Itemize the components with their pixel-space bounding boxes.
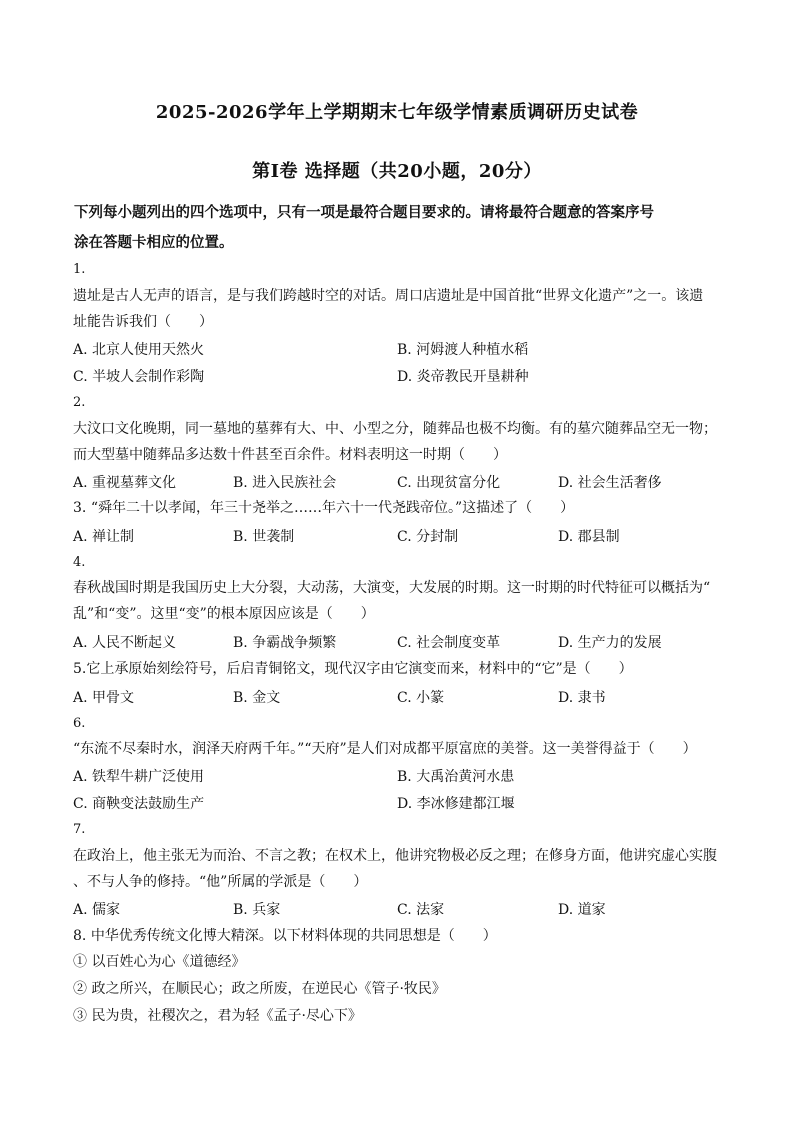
quote-item: ① 以百姓心为心《道德经》: [73, 954, 246, 970]
question-number: 1.: [73, 262, 86, 277]
question-text: [73, 926, 733, 946]
option-c: C. 商鞅变法鼓励生产: [73, 796, 205, 812]
question-text: 乱”和“变”。这里“变”的根本原因应该是（ ）: [73, 606, 375, 622]
option-a: A. 北京人使用天然火: [73, 342, 205, 358]
exam-title: 2025-2026学年上学期期末七年级学情素质调研历史试卷: [155, 102, 639, 123]
question-text: 而大型墓中随葬品多达数十件甚至百余件。材料表明这一时期（ ）: [73, 447, 507, 463]
option-a: A. 铁犁牛耕广泛使用: [73, 769, 205, 785]
option-a: A. 重视墓葬文化: [73, 475, 177, 491]
option-d: D. 李冰修建都江堰: [397, 796, 515, 812]
question-number: 6.: [73, 716, 86, 731]
question-text: 、不与人争的修持。“他”所属的学派是（ ）: [73, 874, 368, 890]
option-b: B. 河姆渡人种植水稻: [397, 342, 529, 358]
option-d: D. 道家: [558, 902, 606, 918]
question-text-content: 它上承原始刻绘符号，后启青铜铭文，现代汉字由它演变而来，材料中的“它”是（ ）: [86, 661, 633, 677]
option-a: A. 儒家: [73, 902, 121, 918]
quote-item: ② 政之所兴，在顺民心；政之所废，在逆民心《管子·牧民》: [73, 981, 446, 997]
option-b: B. 大禹治黄河水患: [397, 769, 515, 785]
option-a: A. 甲骨文: [73, 690, 135, 706]
question-text: [73, 659, 733, 679]
question-text: 址能告诉我们（ ）: [73, 314, 213, 330]
option-d: D. 社会生活奢侈: [558, 475, 662, 491]
question-number: 3.: [73, 500, 87, 516]
option-b: B. 金文: [233, 690, 281, 706]
option-d: D. 隶书: [558, 690, 606, 706]
question-number: 5.: [73, 661, 87, 677]
question-text: 春秋战国时期是我国历史上大分裂，大动荡，大演变，大发展的时期。这一时期的时代特征可以概括为“: [73, 580, 711, 596]
question-text: 大汶口文化晚期，同一墓地的墓葬有大、中、小型之分，随葬品也极不均衡。有的墓穴随葬品空无一物；: [73, 421, 717, 437]
instructions-line-2: 涂在答题卡相应的位置。: [74, 234, 234, 251]
option-a: A. 禅让制: [73, 529, 135, 545]
instructions-line-1: 下列每小题列出的四个选项中，只有一项是最符合题目要求的。请将最符合题意的答案序号: [74, 204, 654, 221]
question-text-content: “舜年二十以孝闻，年三十尧举之……年六十一代尧践帝位。”这描述了（ ）: [90, 500, 575, 516]
question-number: 2.: [73, 395, 86, 410]
question-number: 7.: [73, 822, 86, 837]
question-number: 8.: [73, 928, 87, 944]
quote-item: ③ 民为贵，社稷次之，君为轻《孟子·尽心下》: [73, 1008, 362, 1024]
question-text-content: 中华优秀传统文化博大精深。以下材料体现的共同思想是（ ）: [90, 928, 497, 944]
question-text: “东流不尽秦时水，润泽天府两千年。”“天府”是人们对成都平原富庶的美誉。这一美誉得益于（ ）: [73, 741, 697, 757]
section-heading: 第Ⅰ卷 选择题（共20小题，20分）: [252, 161, 542, 182]
option-d: D. 郡县制: [558, 529, 620, 545]
option-d: D. 生产力的发展: [558, 635, 662, 651]
question-text: 遗址是古人无声的语言，是与我们跨越时空的对话。周口店遗址是中国首批“世界文化遗产”之一。该遗: [73, 288, 704, 304]
option-b: B. 争霸战争频繁: [233, 635, 337, 651]
option-b: B. 进入民族社会: [233, 475, 337, 491]
option-d: D. 炎帝教民开垦耕种: [397, 369, 529, 385]
option-c: C. 半坡人会制作彩陶: [73, 369, 205, 385]
option-b: B. 兵家: [233, 902, 281, 918]
question-text: [73, 498, 733, 518]
question-text: 在政治上，他主张无为而治、不言之教；在权术上，他讲究物极必反之理；在修身方面，他讲究虚心实腹: [73, 848, 717, 864]
option-b: B. 世袭制: [233, 529, 295, 545]
option-c: C. 社会制度变革: [397, 635, 501, 651]
option-c: C. 小篆: [397, 690, 445, 706]
question-number: 4.: [73, 555, 86, 570]
option-a: A. 人民不断起义: [73, 635, 177, 651]
option-c: C. 出现贫富分化: [397, 475, 501, 491]
option-c: C. 分封制: [397, 529, 459, 545]
option-c: C. 法家: [397, 902, 445, 918]
